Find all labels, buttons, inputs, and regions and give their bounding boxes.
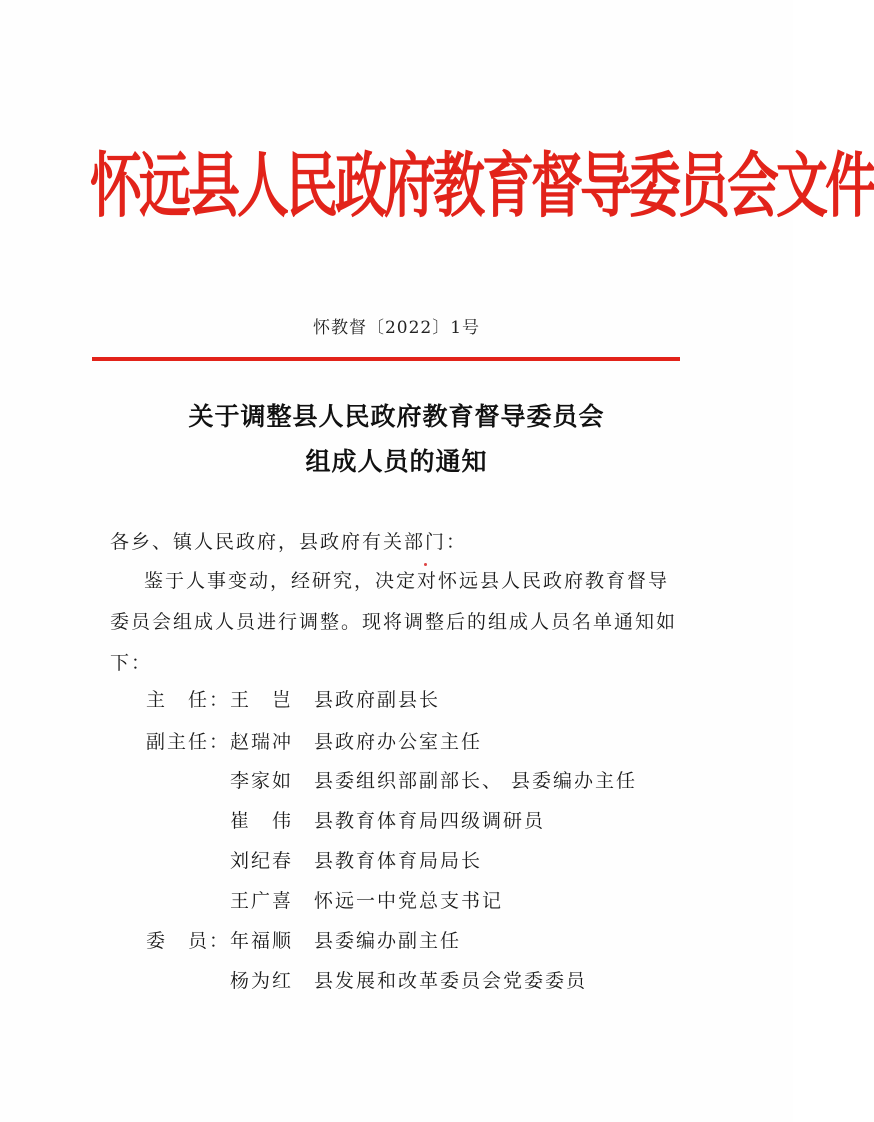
salutation: 各乡、镇人民政府，县政府有关部门：	[110, 531, 468, 553]
member-name: 杨为红	[230, 970, 294, 992]
paragraph-line-2: 委员会组成人员进行调整。现将调整后的组成人员名单通知如	[110, 611, 678, 633]
member-post: 县发展和改革委员会党委委员	[314, 970, 588, 992]
member-role: 委 员：	[146, 930, 231, 952]
red-divider-line	[92, 357, 680, 361]
member-name: 王广喜	[230, 890, 294, 912]
member-name: 赵瑞冲	[230, 731, 294, 753]
member-post: 县政府副县长	[314, 689, 441, 711]
member-name: 年福顺	[230, 930, 294, 952]
member-name: 崔 伟	[230, 810, 294, 832]
member-post: 县委组织部副部长、 县委编办主任	[314, 770, 638, 792]
member-post: 县教育体育局局长	[314, 850, 483, 872]
notice-title-line-1: 关于调整县人民政府教育督导委员会	[188, 402, 605, 431]
document-number: 怀教督〔2022〕1号	[312, 318, 481, 338]
member-post: 县教育体育局四级调研员	[314, 810, 546, 832]
member-role: 主 任：	[146, 689, 231, 711]
member-post: 县政府办公室主任	[314, 731, 483, 753]
paragraph-line-1: 鉴于人事变动，经研究，决定对怀远县人民政府教育督导	[144, 570, 670, 592]
member-post: 怀远一中党总支书记	[314, 890, 504, 912]
member-role: 副主任：	[146, 731, 231, 753]
paragraph-line-3: 下：	[110, 652, 153, 674]
member-name: 李家如	[230, 770, 294, 792]
member-name: 刘纪春	[230, 850, 294, 872]
notice-title-line-2: 组成人员的通知	[305, 447, 488, 476]
masthead-title: 怀远县人民政府教育督导委员会文件	[90, 146, 874, 228]
member-name: 王 岂	[230, 689, 294, 711]
member-post: 县委编办副主任	[314, 930, 462, 952]
